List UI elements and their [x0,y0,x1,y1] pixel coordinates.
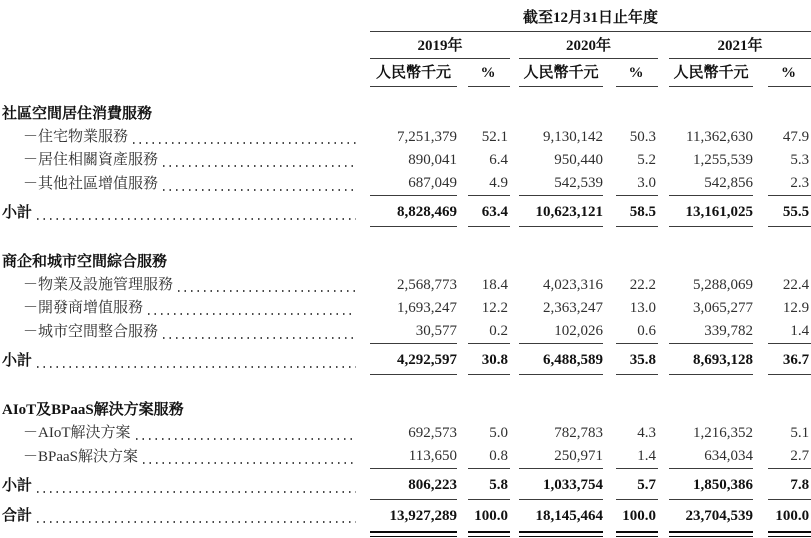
pct-2020-cell [603,500,658,529]
amount-2021-cell [658,297,753,320]
amount-2019-cell [360,320,457,344]
amount-2021-cell [658,149,753,172]
amount-2019: 30,577 [370,320,457,344]
section-header-cell [0,103,811,126]
pct-2021-cell [753,422,811,445]
pct-2021: 2.3 [768,172,811,196]
amount-2020-cell [510,320,603,344]
year-2019-label: 2019年 [370,32,510,59]
row-label-cell [0,172,360,196]
pct-2021-cell [753,500,811,529]
spacer-row [0,375,811,399]
amount-2021: 1,255,539 [693,152,753,168]
table-row [0,320,811,344]
amount-2020: 782,783 [554,425,603,441]
year-2021-cell [658,32,811,59]
amount-2020: 6,488,589 [519,344,603,375]
amount-header-2021: 人民幣千元 [669,59,753,87]
amount-2020: 250,971 [519,445,603,469]
pct-2019: 18.4 [481,277,508,293]
subtotal-row [0,196,811,227]
row-label-cell [0,320,360,344]
pct-2019-cell [457,274,510,297]
dot-leader [163,165,356,167]
amount-header-2020-cell [510,59,603,87]
pct-2020: 22.2 [629,277,656,293]
dot-leader [37,491,356,493]
dot-leader [148,313,356,315]
amount-2021-cell [658,344,753,375]
pct-2021: 55.5 [768,196,811,227]
amount-2019-cell [360,422,457,445]
pct-2021-cell [753,274,811,297]
pct-2021: 100.0 [775,508,810,524]
pct-2020-cell [603,126,658,149]
pct-2020-cell [603,274,658,297]
amount-2021-cell [658,422,753,445]
pct-2020: 35.8 [616,344,658,375]
year-2020-label: 2020年 [519,32,658,59]
pct-2021: 5.3 [790,152,810,168]
spacer-row [0,227,811,251]
pct-2021-cell [753,469,811,500]
period-header-cell [360,0,811,32]
pct-2021: 36.7 [768,344,811,375]
pct-2020-cell [603,172,658,196]
table-row [0,172,811,196]
amount-2020-cell [510,469,603,500]
amount-2020-cell [510,172,603,196]
amount-2021-cell [658,500,753,529]
pct-2020: 0.6 [616,320,658,344]
row-label-cell [0,126,360,149]
year-2020-cell [510,32,658,59]
pct-2020-cell [603,297,658,320]
amount-2020-cell [510,344,603,375]
amount-2020: 542,539 [519,172,603,196]
pct-2020-cell [603,422,658,445]
row-label-cell [0,149,360,172]
dot-leader [178,290,356,292]
amount-2019: 113,650 [370,445,457,469]
amount-2019-cell [360,274,457,297]
pct-2021-cell [753,172,811,196]
amount-2020-cell [510,422,603,445]
period-header-row [0,0,811,32]
amount-2019: 7,251,379 [397,129,457,145]
pct-2020-cell [603,196,658,227]
pct-2019-cell [457,422,510,445]
pct-2020: 100.0 [622,508,656,524]
percent-header-2019-cell [457,59,510,87]
pct-2019-cell [457,469,510,500]
pct-2020-cell [603,320,658,344]
row-label: －居住相關資產服務 [23,152,159,168]
amount-2020: 2,363,247 [543,300,603,316]
amount-2021: 3,065,277 [693,300,753,316]
amount-2021-cell [658,126,753,149]
table-row [0,126,811,149]
dot-leader [163,337,356,339]
percent-header-2021-cell [753,59,811,87]
amount-header-2019-cell [360,59,457,87]
amount-2020-cell [510,126,603,149]
subtotal-row [0,469,811,500]
year-header-row [0,32,811,59]
pct-2021-cell [753,445,811,469]
row-label-cell [0,500,360,529]
amount-2020: 4,023,316 [543,277,603,293]
total-label: 合計 [2,508,33,524]
amount-header-2021-cell [658,59,753,87]
pct-2019-cell [457,445,510,469]
double-rule [669,531,753,537]
pct-2020: 5.2 [637,152,656,168]
pct-2020: 50.3 [629,129,656,145]
amount-2020-cell [510,297,603,320]
amount-2020: 1,033,754 [519,469,603,500]
double-rule [768,531,811,537]
row-label: －開發商增值服務 [23,300,144,316]
pct-2020: 3.0 [616,172,658,196]
amount-2020: 18,145,464 [535,508,603,524]
row-label: －其他社區增值服務 [23,176,159,192]
spacer-row [0,87,811,103]
amount-2021: 13,161,025 [669,196,753,227]
pct-2020-cell [603,344,658,375]
pct-2021: 12.9 [782,300,810,316]
amount-2020-cell [510,445,603,469]
row-label-cell [0,445,360,469]
amount-2019: 806,223 [370,469,457,500]
dot-leader [37,366,356,368]
pct-2020: 4.3 [637,425,656,441]
section-header: 商企和城市空間綜合服務 [2,254,168,270]
amount-2021: 1,216,352 [693,425,753,441]
empty-cell [0,32,360,59]
amount-2019-cell [360,469,457,500]
amount-2019: 2,568,773 [397,277,457,293]
amount-2021-cell [658,469,753,500]
pct-2019: 63.4 [468,196,510,227]
amount-2020-cell [510,196,603,227]
section-header-row [0,103,811,126]
dot-leader [163,189,356,191]
amount-2021: 542,856 [669,172,753,196]
amount-2019: 687,049 [370,172,457,196]
pct-2019: 0.8 [468,445,510,469]
table-row [0,149,811,172]
amount-2019: 1,693,247 [397,300,457,316]
percent-header-2021: % [768,59,811,87]
amount-2021: 23,704,539 [685,508,753,524]
section-header-row [0,399,811,422]
row-label-cell [0,469,360,500]
row-label-cell [0,297,360,320]
subtotal-label: 小計 [2,205,33,221]
subtotal-row [0,344,811,375]
amount-2021-cell [658,320,753,344]
amount-2019: 4,292,597 [370,344,457,375]
percent-header-2020: % [616,59,658,87]
amount-2019-cell [360,445,457,469]
table-row [0,274,811,297]
pct-2020: 58.5 [616,196,658,227]
row-label-cell [0,422,360,445]
pct-2021: 7.8 [768,469,811,500]
pct-2020: 13.0 [629,300,656,316]
amount-2021-cell [658,172,753,196]
pct-2020-cell [603,445,658,469]
section-header: AIoT及BPaaS解決方案服務 [2,402,184,418]
pct-2020-cell [603,469,658,500]
pct-2019: 0.2 [468,320,510,344]
pct-2021-cell [753,344,811,375]
amount-2019: 8,828,469 [370,196,457,227]
pct-2019-cell [457,196,510,227]
row-label: －BPaaS解決方案 [23,449,139,465]
amount-2021-cell [658,274,753,297]
pct-2021-cell [753,149,811,172]
row-label: －住宅物業服務 [23,129,129,145]
subtotal-label: 小計 [2,478,33,494]
row-label: －城市空間整合服務 [23,324,159,340]
amount-2021-cell [658,196,753,227]
pct-2021-cell [753,126,811,149]
amount-header-2020: 人民幣千元 [519,59,603,87]
row-label-cell [0,344,360,375]
pct-2020-cell [603,149,658,172]
empty-cell [0,0,360,32]
subtotal-label: 小計 [2,353,33,369]
table-row [0,297,811,320]
pct-2021: 5.1 [790,425,810,441]
amount-2020-cell [510,274,603,297]
amount-2021-cell [658,445,753,469]
pct-2021-cell [753,297,811,320]
pct-2019: 52.1 [481,129,508,145]
year-2021-label: 2021年 [669,32,811,59]
section-header-cell [0,251,811,274]
row-label-cell [0,196,360,227]
percent-header-2020-cell [603,59,658,87]
pct-2019: 4.9 [468,172,510,196]
column-header-row [0,59,811,87]
amount-2020: 102,026 [519,320,603,344]
period-header: 截至12月31日止年度 [370,0,811,32]
amount-2020: 10,623,121 [519,196,603,227]
table-row [0,445,811,469]
pct-2019: 30.8 [468,344,510,375]
grand-total-row [0,500,811,529]
row-label: －物業及設施管理服務 [23,277,174,293]
pct-2020: 5.7 [616,469,658,500]
pct-2019-cell [457,344,510,375]
pct-2021-cell [753,196,811,227]
year-2019-cell [360,32,510,59]
double-rule [468,531,510,537]
amount-2019-cell [360,126,457,149]
pct-2021: 22.4 [782,277,810,293]
section-header: 社區空間居住消費服務 [2,106,153,122]
amount-2020: 950,440 [554,152,603,168]
row-label-cell [0,274,360,297]
dot-leader [136,438,357,440]
amount-2021: 8,693,128 [669,344,753,375]
pct-2019: 100.0 [474,508,508,524]
double-rule [616,531,658,537]
amount-2019-cell [360,500,457,529]
amount-2019-cell [360,344,457,375]
table-row [0,422,811,445]
double-rule [370,531,457,537]
pct-2019: 12.2 [481,300,508,316]
amount-2020-cell [510,500,603,529]
section-header-cell [0,399,811,422]
amount-2019-cell [360,149,457,172]
pct-2020: 1.4 [616,445,658,469]
pct-2019: 5.8 [468,469,510,500]
dot-leader [143,462,356,464]
amount-2021: 634,034 [669,445,753,469]
dot-leader [133,142,356,144]
pct-2019: 5.0 [489,425,508,441]
pct-2019-cell [457,297,510,320]
total-double-rule-row [0,529,811,537]
amount-2019: 890,041 [408,152,457,168]
amount-2019-cell [360,297,457,320]
amount-2021: 1,850,386 [669,469,753,500]
pct-2021: 2.7 [768,445,811,469]
double-rule [519,531,603,537]
dot-leader [37,218,356,220]
pct-2019-cell [457,149,510,172]
pct-2019: 6.4 [489,152,508,168]
row-label: －AIoT解決方案 [23,425,131,441]
pct-2021-cell [753,320,811,344]
amount-2019-cell [360,172,457,196]
amount-header-2019: 人民幣千元 [370,59,457,87]
percent-header-2019: % [468,59,510,87]
pct-2021: 1.4 [768,320,811,344]
pct-2019-cell [457,500,510,529]
dot-leader [37,521,356,523]
amount-2021: 11,362,630 [686,129,753,145]
amount-2019: 692,573 [408,425,457,441]
amount-2021: 339,782 [669,320,753,344]
amount-2019-cell [360,196,457,227]
empty-cell [0,59,360,87]
section-header-row [0,251,811,274]
pct-2019-cell [457,126,510,149]
amount-2021: 5,288,069 [693,277,753,293]
pct-2019-cell [457,172,510,196]
amount-2020: 9,130,142 [543,129,603,145]
pct-2019-cell [457,320,510,344]
amount-2019: 13,927,289 [389,508,457,524]
amount-2020-cell [510,149,603,172]
pct-2021: 47.9 [782,129,810,145]
